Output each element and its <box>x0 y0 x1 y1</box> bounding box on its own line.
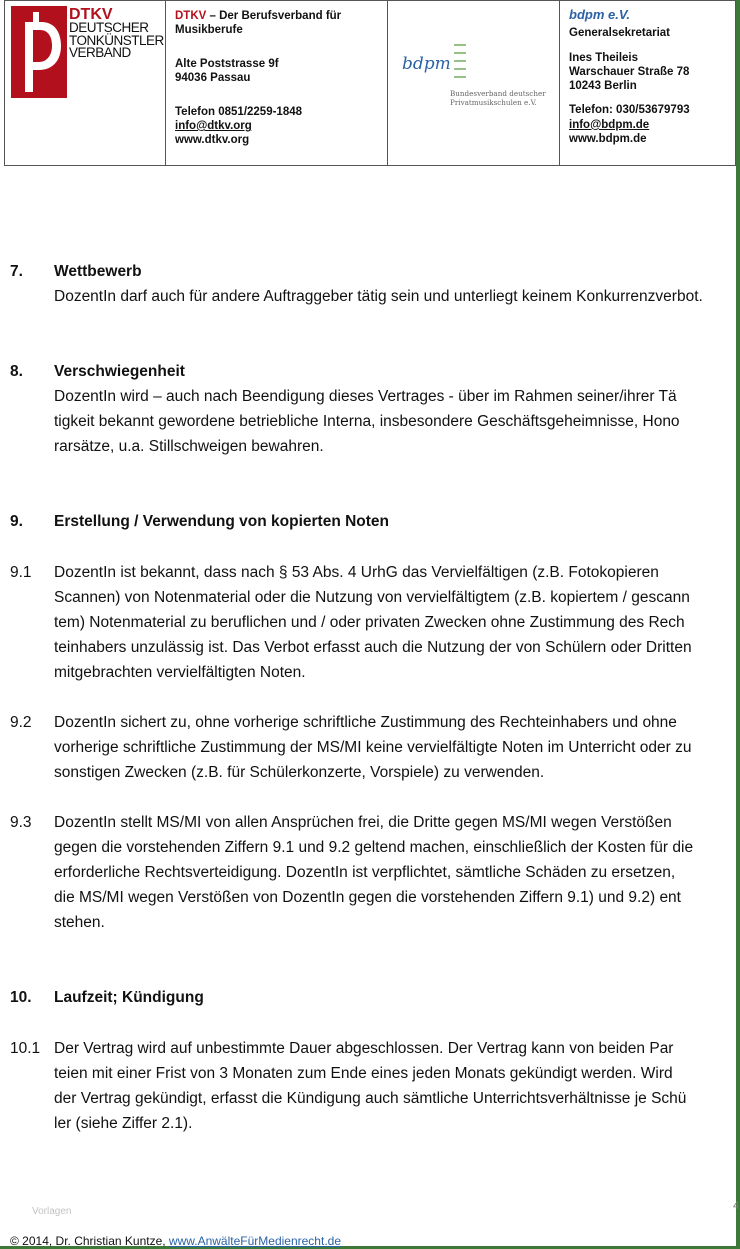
dtkv-name-line2: Musikberufe <box>175 24 243 36</box>
bdpm-phone: Telefon: 030/53679793 <box>569 104 690 117</box>
bdpm-logo-wordmark: bdpm <box>402 54 451 74</box>
dtkv-city: 94036 Passau <box>175 72 251 84</box>
section-line: Der Vertrag wird auf unbestimmte Dauer abgeschlossen. Der Vertrag kann von beiden Par <box>54 1040 674 1057</box>
section-line: erforderliche Rechtsverteidigung. DozentIn ist verpflichtet, sämtliche Schäden zu ersetzen, <box>54 864 676 881</box>
section-title: Laufzeit; Kündigung <box>54 989 204 1006</box>
section-line: die MS/MI wegen Verstößen von DozentIn gegen die vorstehenden Ziffern 9.1) und 9.2) ent <box>54 889 681 906</box>
section-line: tem) Notenmaterial zu beruflichen und / oder privaten Zwecken ohne Zustimmung des Rech <box>54 614 685 631</box>
dtkv-logo-line2: TONKÜNSTLER <box>69 32 164 48</box>
dtkv-logo-line3: VERBAND <box>69 45 131 60</box>
section-line: mitgebrachten vervielfältigten Noten. <box>54 664 306 681</box>
section-line: sonstigen Zwecken (z.B. für Schülerkonzerte, Vorspiele) zu verwenden. <box>54 764 545 781</box>
section-line: rarsätze, u.a. Stillschweigen bewahren. <box>54 438 324 455</box>
section-line: Scannen) von Notenmaterial oder die Nutzung von vervielfältigtem (z.B. kopiertem / gescann <box>54 589 690 606</box>
section-title: Erstellung / Verwendung von kopierten Noten <box>54 513 390 530</box>
bdpm-logo-sub1: Bundesverband deutscher <box>450 89 546 98</box>
section-line: teien mit einer Frist von 3 Monaten zum Ende eines jeden Monats gekündigt werden. Wird <box>54 1065 673 1082</box>
bdpm-logo-sub2: Privatmusikschulen e.V. <box>450 98 537 107</box>
section-number: 10. <box>10 989 32 1006</box>
dtkv-phone: Telefon 0851/2259-1848 <box>175 106 303 118</box>
section-line: der Vertrag gekündigt, erfasst die Kündigung auch sämtliche Unterrichtsverhältnisse je Schü <box>54 1090 687 1107</box>
footer-link[interactable]: www.AnwälteFürMedienrecht.de <box>168 1234 341 1248</box>
section-line: stehen. <box>54 914 105 931</box>
section-number: 9. <box>10 513 23 530</box>
section-line: DozentIn sichert zu, ohne vorherige schriftliche Zustimmung des Rechteinhabers und ohne <box>54 714 677 731</box>
bdpm-city: 10243 Berlin <box>569 80 637 93</box>
section-line: ler (siehe Ziffer 2.1). <box>54 1115 193 1132</box>
dtkv-web-link[interactable]: www.dtkv.org <box>175 134 250 146</box>
watermark-text: Vorlagen <box>32 1206 72 1217</box>
bdpm-web-link[interactable]: www.bdpm.de <box>569 133 647 146</box>
page-number: 4 <box>733 1200 740 1212</box>
section-line: gegen die vorstehenden Ziffern 9.1 und 9.2 geltend machen, einschließlich der Kosten für die <box>54 839 694 856</box>
section-number: 7. <box>10 263 23 280</box>
bdpm-name: bdpm e.V. <box>569 7 630 22</box>
footer <box>10 1234 341 1248</box>
section-number: 9.2 <box>10 714 32 731</box>
footer-copyright: © 2014, Dr. Christian Kuntze, <box>10 1234 169 1248</box>
dtkv-email-link[interactable]: info@dtkv.org <box>175 120 252 132</box>
section-number: 9.1 <box>10 564 32 581</box>
section-number: 9.3 <box>10 814 32 831</box>
dtkv-logo-abbr: DTKV <box>69 6 113 23</box>
bdpm-dept: Generalsekretariat <box>569 27 671 40</box>
dtkv-street: Alte Poststrasse 9f <box>175 58 279 70</box>
section-number: 10.1 <box>10 1040 41 1057</box>
section-number: 8. <box>10 363 23 380</box>
section-line: DozentIn ist bekannt, dass nach § 53 Abs. 4 UrhG das Vervielfältigen (z.B. Fotokopieren <box>54 564 659 581</box>
section-line: DozentIn wird – auch nach Beendigung dieses Vertrages - über im Rahmen seiner/ihrer Tä <box>54 388 677 405</box>
bdpm-person: Ines Theileis <box>569 51 639 64</box>
section-line: teinhabers unzulässig ist. Das Verbot erfasst auch die Nutzung der von Schülern oder Dritten <box>54 639 692 656</box>
section-title: Verschwiegenheit <box>54 363 185 380</box>
bdpm-email-link[interactable]: info@bdpm.de <box>569 118 650 131</box>
section-title: Wettbewerb <box>54 263 142 280</box>
section-line: DozentIn stellt MS/MI von allen Ansprüchen frei, die Dritte gegen MS/MI wegen Verstößen <box>54 814 672 831</box>
section-line: DozentIn darf auch für andere Auftraggeber tätig sein und unterliegt keinem Konkurrenzverbot. <box>54 288 703 305</box>
dtkv-name-rest: – Der Berufsverband für <box>206 10 342 22</box>
section-line: tigkeit bekannt gewordene betriebliche Interna, insbesondere Geschäftsgeheimnisse, Hono <box>54 413 680 430</box>
bdpm-street: Warschauer Straße 78 <box>569 65 690 78</box>
dtkv-logo-line1: DEUTSCHER <box>69 20 149 35</box>
section-line: vorherige schriftliche Zustimmung der MS/MI keine vervielfältigte Noten im Unterricht oder zu <box>54 739 692 756</box>
dtkv-name: DTKV <box>175 10 207 22</box>
